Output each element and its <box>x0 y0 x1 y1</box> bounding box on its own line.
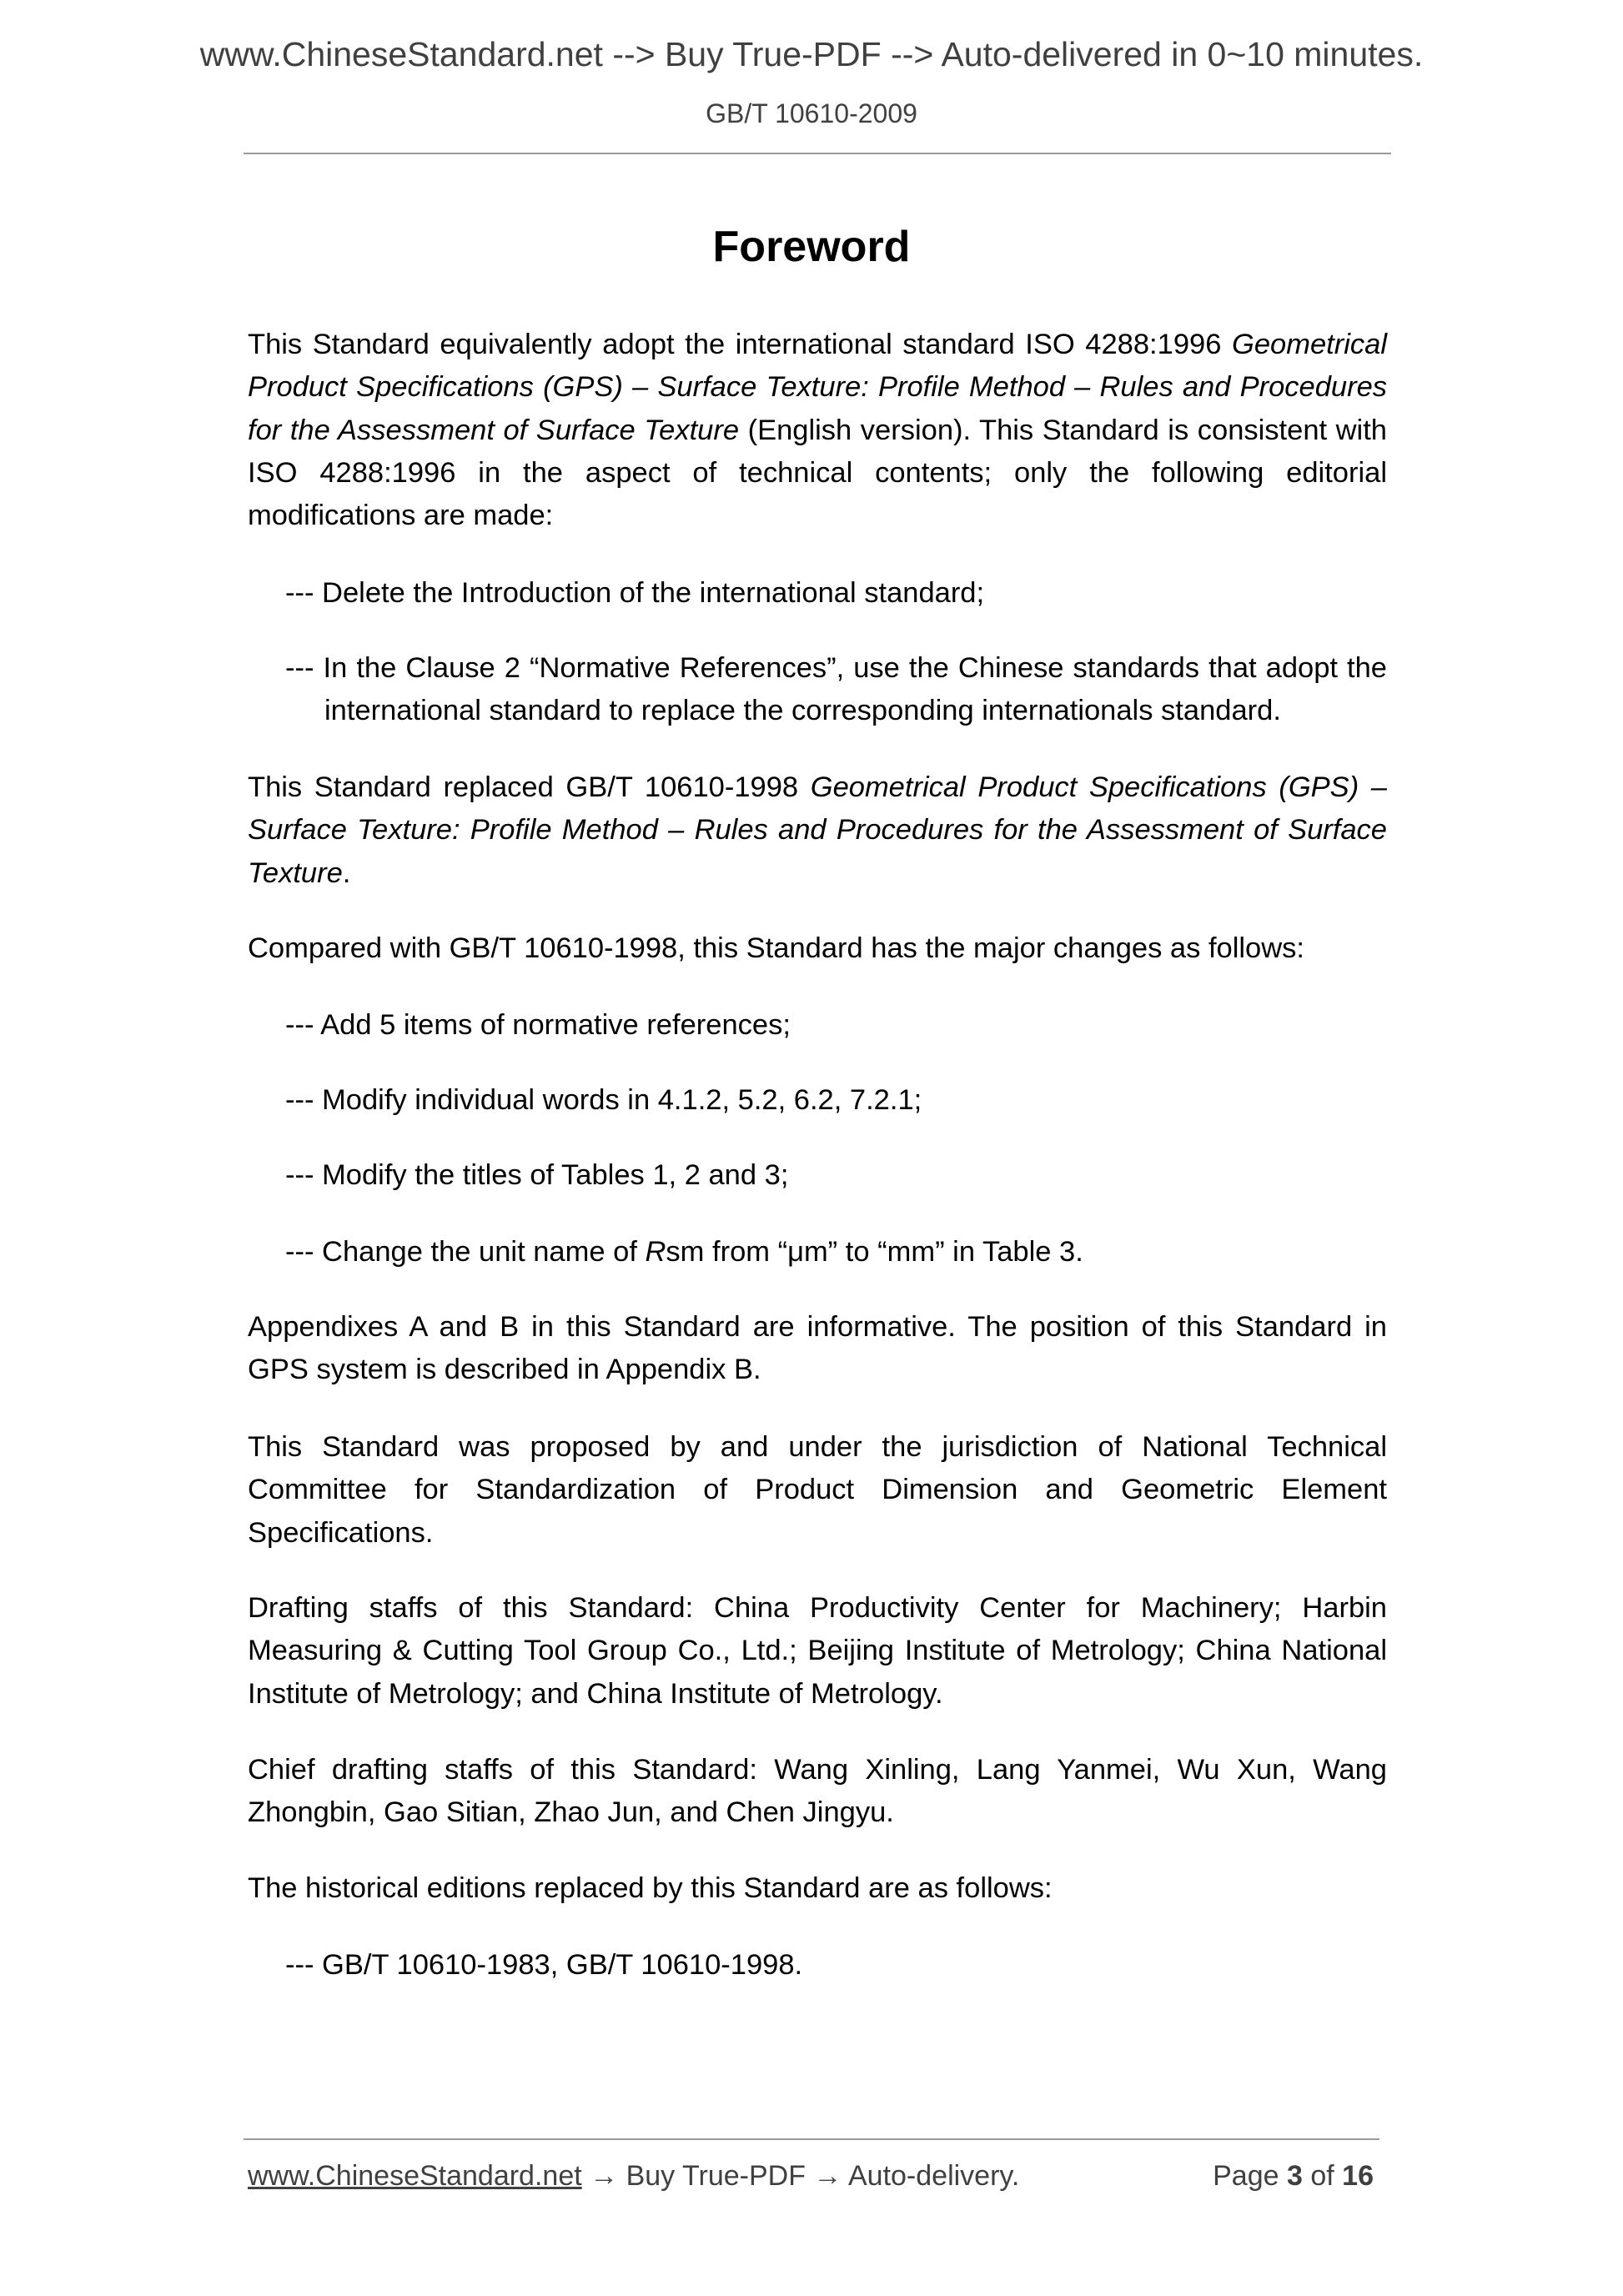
paragraph-changes: Compared with GB/T 10610-1998, this Standard has the major changes as follows: <box>248 932 1304 964</box>
list-item: --- In the Clause 2 “Normative References”, use the Chinese standards that adopt the international standard to replace the corresponding internationals standard. <box>285 652 1387 727</box>
document-id: GB/T 10610-2009 <box>706 98 917 128</box>
list-item: --- Modify individual words in 4.1.2, 5.2, 6.2, 7.2.1; <box>285 1084 922 1116</box>
text: . <box>342 857 351 889</box>
text: (English version). This Standard is consistent with ISO 4288:1996 in the aspect of technical contents; only the following editorial modifications are made: <box>248 414 1387 532</box>
page-title: Foreword <box>712 223 911 271</box>
text: This Standard replaced GB/T 10610-1998 <box>248 771 811 803</box>
symbol: R <box>645 1236 666 1268</box>
text: --- Change the unit name of <box>285 1236 646 1268</box>
page-number <box>1213 2160 1374 2193</box>
paragraph-history: The historical editions replaced by this Standard are as follows: <box>248 1872 1053 1904</box>
website-link[interactable]: www.ChineseStandard.net <box>248 2160 582 2192</box>
paragraph-proposed: This Standard was proposed by and under the jurisdiction of National Technical Committee for Standardization of Product Dimension and Geometric Element Specifications. <box>248 1431 1387 1549</box>
paragraph-appendixes: Appendixes A and B in this Standard are informative. The position of this Standard in GPS system is described in Appendix B. <box>248 1311 1387 1386</box>
text: This Standard equivalently adopt the international standard ISO 4288:1996 <box>248 329 1233 360</box>
standard-title: Geometrical Product Specifications (GPS) – Surface Texture: Profile Method – Rules and Procedures for the Assessment of Surface Texture <box>248 329 1387 446</box>
header-divider <box>244 153 1391 154</box>
total-pages: 16 <box>1342 2160 1374 2192</box>
page-label: Page <box>1213 2160 1279 2192</box>
paragraph-replaced <box>248 766 1387 895</box>
paragraph-drafting: Drafting staffs of this Standard: China Productivity Center for Machinery; Harbin Measuring & Cutting Tool Group Co., Ltd.; Beijing Institute of Metrology; China National Institute of Metrology; and China Institute of Metrology. <box>248 1592 1387 1710</box>
footer <box>248 2160 1374 2193</box>
paragraph-adoption <box>248 324 1387 537</box>
of-label: of <box>1310 2160 1334 2192</box>
footer-text: → Buy True-PDF → Auto-delivery. <box>581 2160 1020 2192</box>
list-item: --- Add 5 items of normative references; <box>285 1009 791 1041</box>
list-item: --- Delete the Introduction of the international standard; <box>285 577 985 609</box>
list-item: --- GB/T 10610-1983, GB/T 10610-1998. <box>285 1949 803 1981</box>
current-page: 3 <box>1286 2160 1303 2192</box>
footer-divider <box>244 2138 1379 2140</box>
list-item <box>248 1231 1387 1274</box>
text: sm from “μm” to “mm” in Table 3. <box>666 1236 1083 1268</box>
paragraph-chief-drafting: Chief drafting staffs of this Standard: Wang Xinling, Lang Yanmei, Wu Xun, Wang Zhongbin, Gao Sitian, Zhao Jun, and Chen Jingyu. <box>248 1754 1387 1829</box>
standard-title: Geometrical Product Specifications (GPS) – Surface Texture: Profile Method – Rules and Procedures for the Assessment of Surface Texture <box>248 771 1387 889</box>
list-item: --- Modify the titles of Tables 1, 2 and 3; <box>285 1159 789 1191</box>
header-banner: www.ChineseStandard.net --> Buy True-PDF --> Auto-delivered in 0~10 minutes. <box>199 35 1424 73</box>
